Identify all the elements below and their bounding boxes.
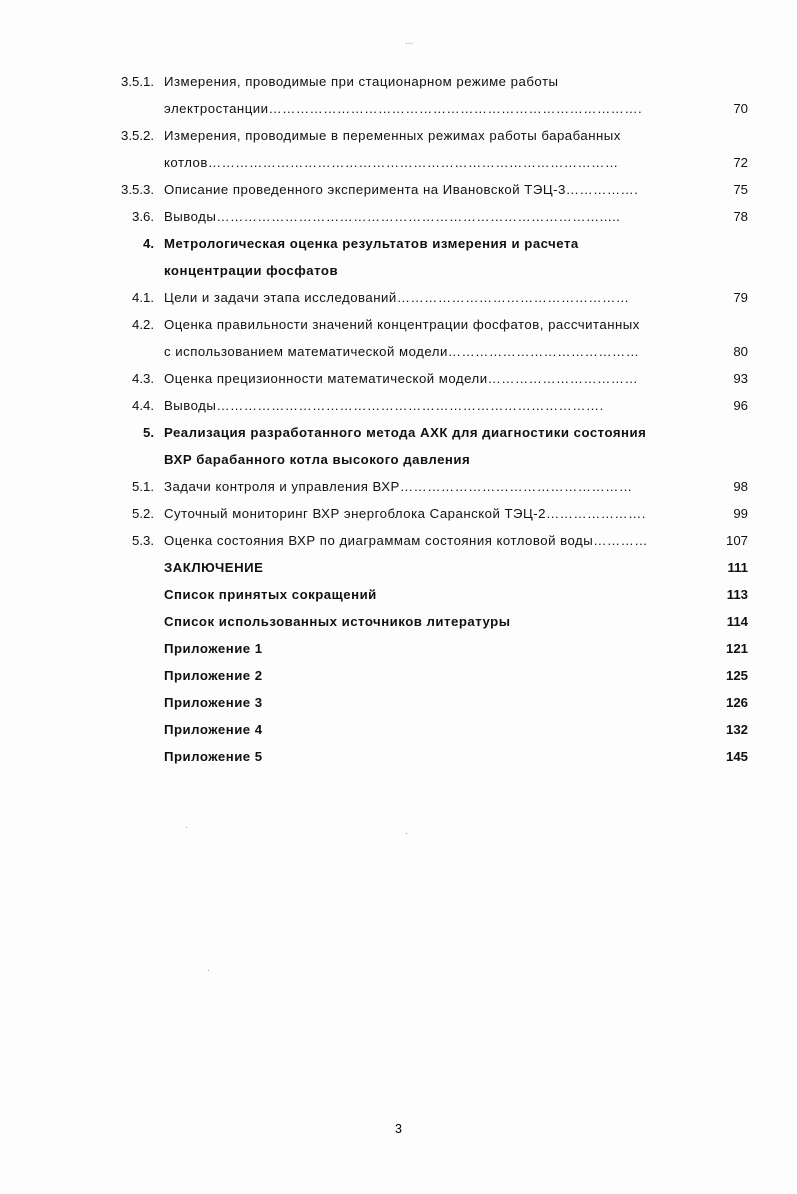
toc-entry[interactable] xyxy=(88,176,748,203)
toc-entry-number: 3.5.3. xyxy=(121,182,154,197)
toc-entry-title: Приложение 5 xyxy=(164,749,263,764)
toc-entry[interactable] xyxy=(88,284,748,311)
toc-entry[interactable] xyxy=(88,716,748,743)
toc-entry-number: 5. xyxy=(143,425,154,440)
toc-entry-page: 132 xyxy=(725,722,748,737)
toc-entry-title: Описание проведенного эксперимента на Ивановской ТЭЦ-3……………. xyxy=(164,182,639,197)
toc-entry-continuation xyxy=(88,95,748,122)
toc-entry-page: 114 xyxy=(726,614,748,629)
toc-entry-page: 75 xyxy=(733,182,748,197)
toc-entry-page: 113 xyxy=(726,587,748,602)
toc-entry-number: 3.5.2. xyxy=(121,128,154,143)
toc-entry-title: Список использованных источников литературы xyxy=(164,614,511,629)
page-number: 3 xyxy=(395,1122,402,1136)
toc-entry-number: 3.5.1. xyxy=(121,74,154,89)
toc-entry[interactable] xyxy=(88,419,748,446)
toc-entry-page: 125 xyxy=(725,668,748,683)
scan-speck: . xyxy=(405,826,408,837)
toc-entry[interactable] xyxy=(88,689,748,716)
toc-entry-title: Оценка прецизионности математической модели…………………………… xyxy=(164,371,639,386)
scan-speck: ... xyxy=(405,36,414,47)
toc-entry-number: 4.2. xyxy=(132,317,154,332)
toc-entry-title: Приложение 4 xyxy=(164,722,263,737)
toc-entry-title-continued: котлов……………………………………………………………………………… xyxy=(164,155,619,170)
toc-entry-title: Цели и задачи этапа исследований…………………………………………… xyxy=(164,290,630,305)
toc-entry[interactable] xyxy=(88,230,748,257)
toc-entry-continuation xyxy=(88,257,748,284)
table-of-contents xyxy=(88,68,748,770)
toc-entry[interactable] xyxy=(88,554,748,581)
scan-speck: . xyxy=(207,963,210,974)
toc-entry-number: 5.1. xyxy=(132,479,154,494)
toc-entry-title-continued: электростанции………………………………………………………………………. xyxy=(164,101,643,116)
toc-entry[interactable] xyxy=(88,608,748,635)
toc-entry[interactable] xyxy=(88,203,748,230)
toc-entry-page: 79 xyxy=(733,290,748,305)
toc-entry-title-continued: с использованием математической модели…………………………………… xyxy=(164,344,640,359)
toc-entry[interactable] xyxy=(88,122,748,149)
toc-entry-number: 4.4. xyxy=(132,398,154,413)
toc-entry-page: 145 xyxy=(725,749,748,764)
toc-entry-number: 4.3. xyxy=(132,371,154,386)
toc-entry-title: Реализация разработанного метода АХК для диагностики состояния xyxy=(164,425,647,440)
toc-entry[interactable] xyxy=(88,581,748,608)
toc-entry-title: Выводы…………………………………………………………………………. xyxy=(164,398,604,413)
toc-entry-number: 5.3. xyxy=(132,533,154,548)
toc-entry-title: Оценка правильности значений концентрации фосфатов, рассчитанных xyxy=(164,317,640,332)
toc-entry-page: 111 xyxy=(727,560,748,575)
scan-speck: . xyxy=(185,820,188,831)
toc-entry-page: 126 xyxy=(725,695,748,710)
toc-entry-page-continued: 70 xyxy=(733,101,748,116)
toc-entry-number: 4.1. xyxy=(132,290,154,305)
toc-entry[interactable] xyxy=(88,635,748,662)
toc-entry-page: 99 xyxy=(733,506,748,521)
toc-entry-title: Метрологическая оценка результатов измерения и расчета xyxy=(164,236,579,251)
toc-entry[interactable] xyxy=(88,365,748,392)
toc-entry-page: 93 xyxy=(733,371,748,386)
toc-entry[interactable] xyxy=(88,527,748,554)
toc-entry[interactable] xyxy=(88,392,748,419)
toc-entry-title-continued: ВХР барабанного котла высокого давления xyxy=(164,452,471,467)
toc-entry-page: 121 xyxy=(725,641,748,656)
toc-entry-page: 107 xyxy=(725,533,748,548)
toc-entry-title: Измерения, проводимые при стационарном режиме работы xyxy=(164,74,559,89)
toc-entry-title: Приложение 1 xyxy=(164,641,263,656)
toc-entry-title: Задачи контроля и управления ВХР…………………………………………… xyxy=(164,479,633,494)
toc-entry[interactable] xyxy=(88,311,748,338)
toc-entry-page: 96 xyxy=(733,398,748,413)
toc-entry-continuation xyxy=(88,446,748,473)
toc-entry[interactable] xyxy=(88,473,748,500)
toc-entry-title-continued: концентрации фосфатов xyxy=(164,263,339,278)
toc-entry-page: 78 xyxy=(733,209,748,224)
toc-entry-page-continued: 72 xyxy=(733,155,748,170)
toc-entry-page: 98 xyxy=(733,479,748,494)
toc-entry-number: 4. xyxy=(143,236,154,251)
toc-entry[interactable] xyxy=(88,662,748,689)
toc-entry-title: Приложение 3 xyxy=(164,695,263,710)
toc-entry-title: ЗАКЛЮЧЕНИЕ xyxy=(164,560,264,575)
toc-entry-number: 3.6. xyxy=(132,209,154,224)
toc-entry-title: Выводы…………………………………………………………………………..... xyxy=(164,209,621,224)
toc-entry-title: Список принятых сокращений xyxy=(164,587,377,602)
toc-entry-title: Приложение 2 xyxy=(164,668,263,683)
toc-entry-title: Суточный мониторинг ВХР энергоблока Саранской ТЭЦ-2…………………. xyxy=(164,506,646,521)
toc-entry-continuation xyxy=(88,338,748,365)
toc-entry-title: Измерения, проводимые в переменных режимах работы барабанных xyxy=(164,128,621,143)
toc-entry-number: 5.2. xyxy=(132,506,154,521)
toc-entry[interactable] xyxy=(88,743,748,770)
toc-entry[interactable] xyxy=(88,500,748,527)
toc-entry-continuation xyxy=(88,149,748,176)
toc-entry-page-continued: 80 xyxy=(733,344,748,359)
toc-entry-title: Оценка состояния ВХР по диаграммам состояния котловой воды………… xyxy=(164,533,648,548)
toc-entry[interactable] xyxy=(88,68,748,95)
